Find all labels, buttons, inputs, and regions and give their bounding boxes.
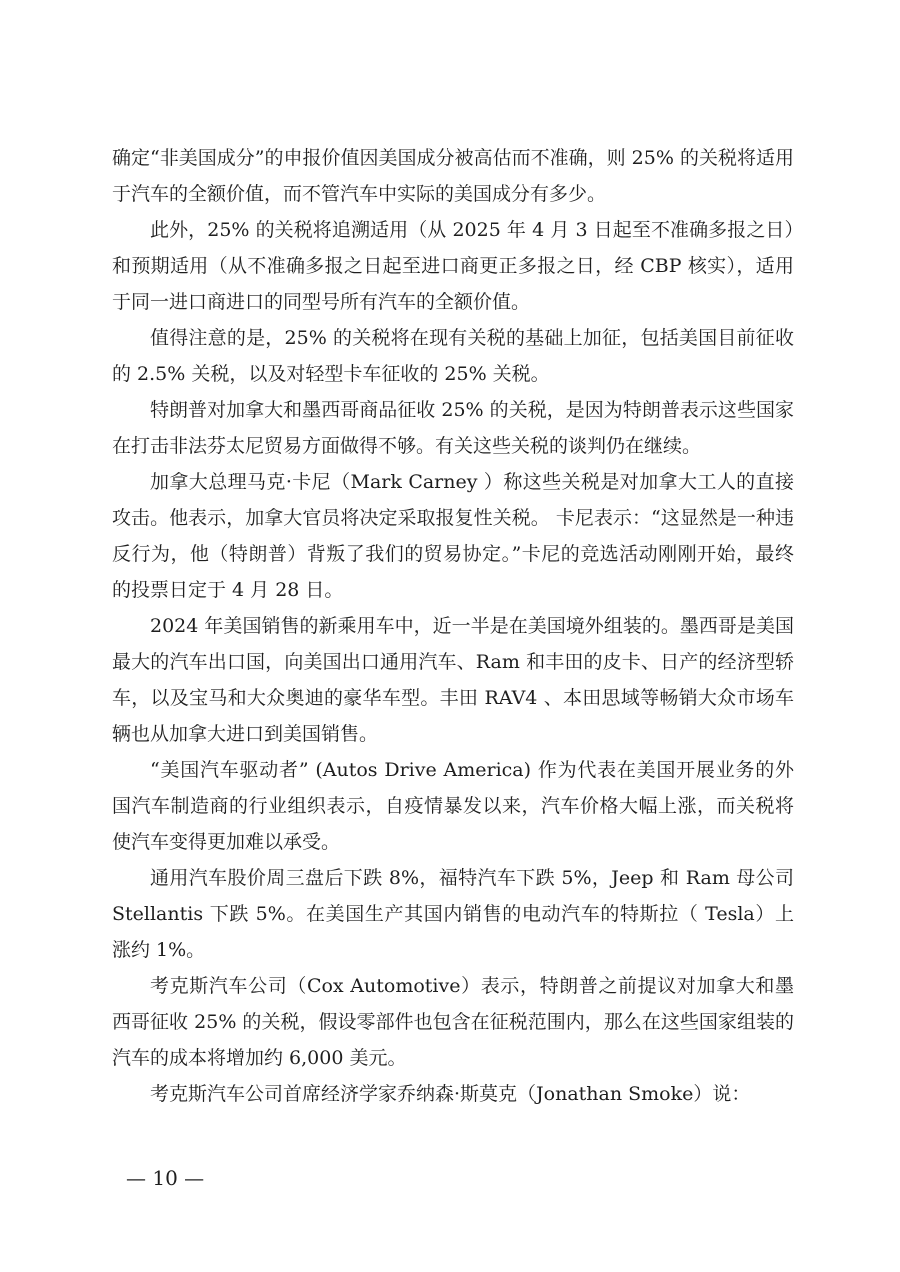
paragraph: 考克斯汽车公司（Cox Automotive）表示，特朗普之前提议对加拿大和墨西哥征收 25% 的关税，假设零部件也包含在征税范围内，那么在这些国家组装的汽车的成本将增加约 6,000 美元。 bbox=[112, 975, 794, 1069]
paragraph: 2024 年美国销售的新乘用车中，近一半是在美国境外组装的。墨西哥是美国最大的汽车出口国，向美国出口通用汽车、Ram 和丰田的皮卡、日产的经济型轿车，以及宝马和大众奥迪的豪华车型。丰田 RAV4 、本田思域等畅销大众市场车辆也从加拿大进口到美国销售。 bbox=[112, 615, 794, 745]
paragraph: 值得注意的是，25% 的关税将在现有关税的基础上加征，包括美国目前征收的 2.5% 关税，以及对轻型卡车征收的 25% 关税。 bbox=[112, 327, 794, 385]
paragraph: 特朗普对加拿大和墨西哥商品征收 25% 的关税，是因为特朗普表示这些国家在打击非法芬太尼贸易方面做得不够。有关这些关税的谈判仍在继续。 bbox=[112, 399, 794, 457]
body-text bbox=[112, 140, 794, 1112]
paragraph: 考克斯汽车公司首席经济学家乔纳森·斯莫克（Jonathan Smoke）说： bbox=[150, 1083, 751, 1105]
page-number: — 10 — bbox=[126, 1166, 205, 1190]
paragraph: 通用汽车股价周三盘后下跌 8%，福特汽车下跌 5%，Jeep 和 Ram 母公司 Stellantis 下跌 5%。在美国生产其国内销售的电动汽车的特斯拉（ Tesla）上涨约 1%。 bbox=[112, 867, 794, 961]
paragraph: “美国汽车驱动者” (Autos Drive America) 作为代表在美国开展业务的外国汽车制造商的行业组织表示，自疫情暴发以来，汽车价格大幅上涨，而关税将使汽车变得更加难以承受。 bbox=[112, 759, 794, 853]
paragraph: 确定“非美国成分”的申报价值因美国成分被高估而不准确，则 25% 的关税将适用于汽车的全额价值，而不管汽车中实际的美国成分有多少。 bbox=[112, 147, 794, 205]
paragraph: 此外，25% 的关税将追溯适用（从 2025 年 4 月 3 日起至不准确多报之日）和预期适用（从不准确多报之日起至进口商更正多报之日，经 CBP 核实），适用于同一进口商进口的同型号所有汽车的全额价值。 bbox=[112, 219, 794, 313]
paragraph: 加拿大总理马克·卡尼（Mark Carney ）称这些关税是对加拿大工人的直接攻击。他表示，加拿大官员将决定采取报复性关税。 卡尼表示：“这显然是一种违反行为，他（特朗普）背叛了我们的贸易协定。”卡尼的竞选活动刚刚开始，最终的投票日定于 4 月 28 日。 bbox=[112, 471, 794, 601]
